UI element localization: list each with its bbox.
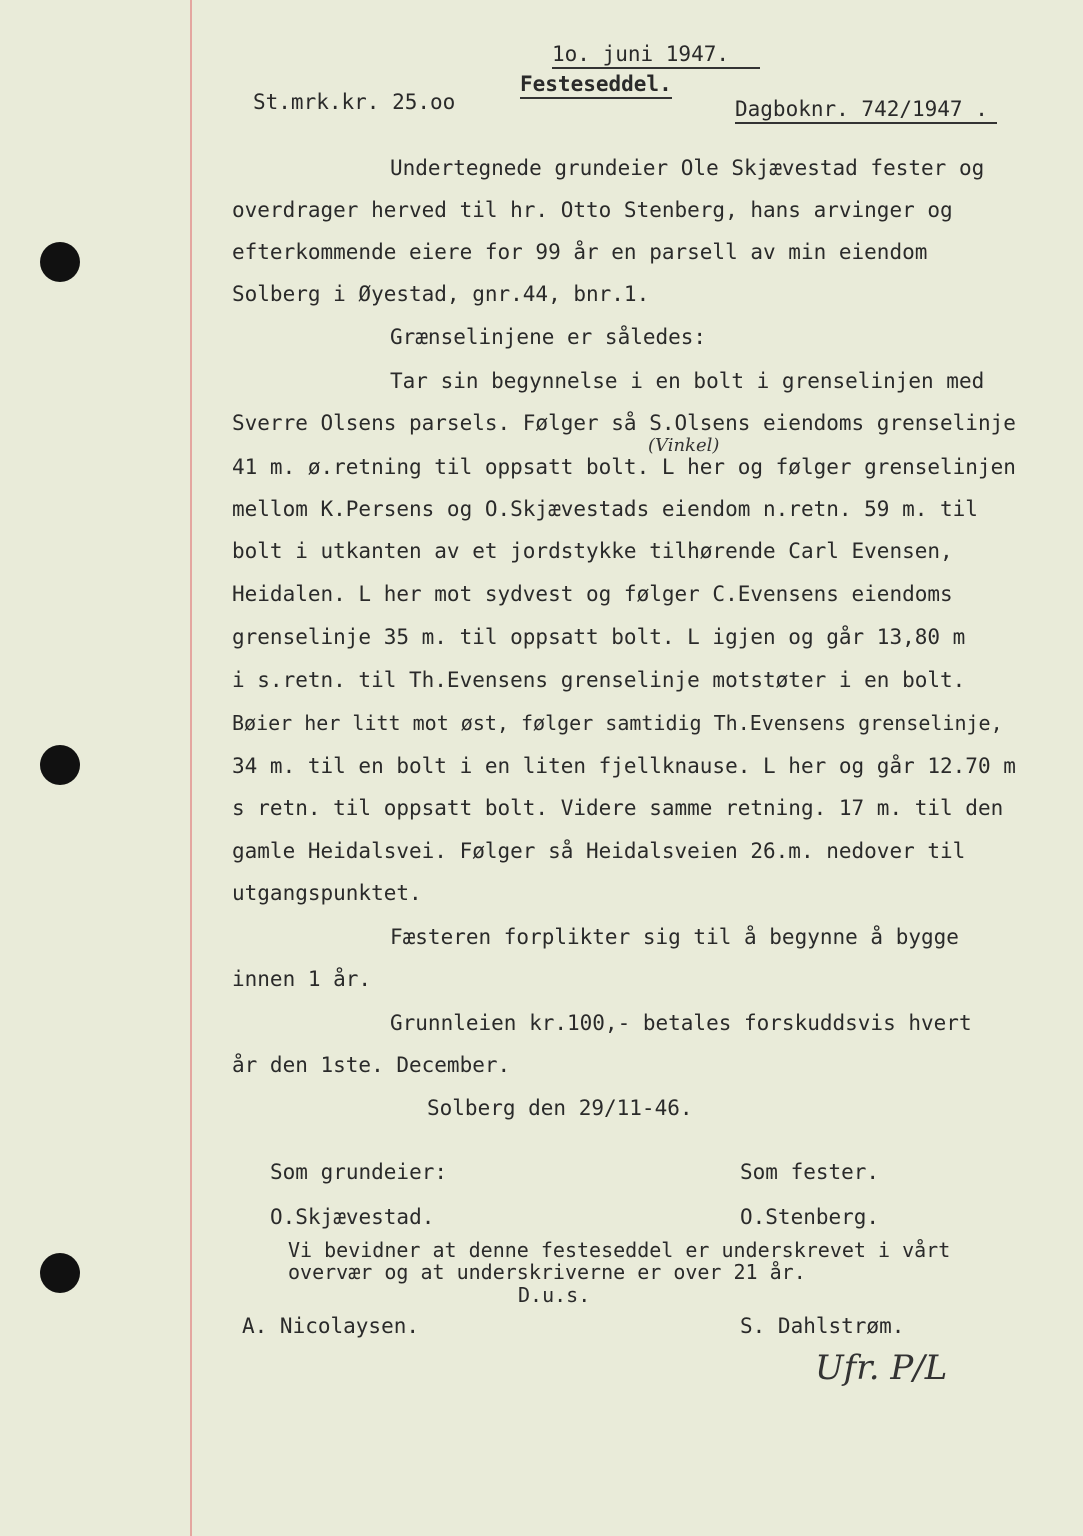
body-line: Grunnleien kr.100,- betales forskuddsvis hvert — [390, 1011, 972, 1035]
body-line: Grænselinjene er således: — [390, 325, 707, 349]
body-line: utgangspunktet. — [232, 881, 422, 905]
witness-statement: overvær og at underskriverne er over 21 år. — [288, 1260, 806, 1284]
body-line: 41 m. ø.retning til oppsatt bolt. L her og følger grenselinjen — [232, 455, 1016, 479]
body-line: år den 1ste. December. — [232, 1053, 511, 1077]
handwritten-insert: (Vinkel) — [648, 435, 720, 456]
document-title: Festeseddel. — [520, 72, 672, 99]
margin-rule — [190, 0, 192, 1536]
punch-hole — [40, 242, 80, 282]
body-line: i s.retn. til Th.Evensens grenselinje motstøter i en bolt. — [232, 668, 966, 692]
body-line: Fæsteren forplikter sig til å begynne å bygge — [390, 925, 959, 949]
body-line: Undertegnede grundeier Ole Skjævestad fester og — [390, 156, 985, 180]
journal-number: Dagboknr. 742/1947 . — [735, 97, 997, 124]
witness-right-name: S. Dahlstrøm. — [740, 1314, 905, 1338]
punch-hole — [40, 1253, 80, 1293]
body-line: Heidalen. L her mot sydvest og følger C.Evensens eiendoms — [232, 582, 953, 606]
body-line: grenselinje 35 m. til oppsatt bolt. L igjen og går 13,80 m — [232, 625, 966, 649]
punch-hole — [40, 745, 80, 785]
place-date-line: Solberg den 29/11-46. — [427, 1096, 693, 1120]
landowner-label: Som grundeier: — [270, 1160, 448, 1184]
body-line: bolt i utkanten av et jordstykke tilhørende Carl Evensen, — [232, 539, 953, 563]
body-line: mellom K.Persens og O.Skjævestads eiendom n.retn. 59 m. til — [232, 497, 978, 521]
stamp-duty: St.mrk.kr. 25.oo — [253, 90, 456, 114]
body-line: gamle Heidalsvei. Følger så Heidalsveien 26.m. nedover til — [232, 839, 966, 863]
body-line: innen 1 år. — [232, 967, 372, 991]
body-line: Bøier her litt mot øst, følger samtidig Th.Evensens grenselinje, — [232, 711, 1003, 735]
witness-left-name: A. Nicolaysen. — [242, 1314, 420, 1338]
lessee-label: Som fester. — [740, 1160, 880, 1184]
body-line: Tar sin begynnelse i en bolt i grenselinjen med — [390, 369, 985, 393]
body-line: Solberg i Øyestad, gnr.44, bnr.1. — [232, 282, 650, 306]
lessee-name: O.Stenberg. — [740, 1205, 880, 1229]
landowner-name: O.Skjævestad. — [270, 1205, 435, 1229]
body-line: efterkommende eiere for 99 år en parsell av min eiendom — [232, 240, 928, 264]
witness-statement: Vi bevidner at denne festeseddel er underskrevet i vårt — [288, 1238, 951, 1262]
body-line: s retn. til oppsatt bolt. Videre samme retning. 17 m. til den — [232, 796, 1004, 820]
handwritten-initials: Ufr. P/L — [815, 1348, 948, 1388]
witness-abbreviation: D.u.s. — [518, 1283, 591, 1307]
body-line: 34 m. til en bolt i en liten fjellknause. L her og går 12.70 m — [232, 754, 1016, 778]
body-line: Sverre Olsens parsels. Følger så S.Olsens eiendoms grenselinje — [232, 411, 1016, 435]
document-date: 1o. juni 1947. — [552, 42, 760, 69]
body-line: overdrager herved til hr. Otto Stenberg, hans arvinger og — [232, 198, 953, 222]
